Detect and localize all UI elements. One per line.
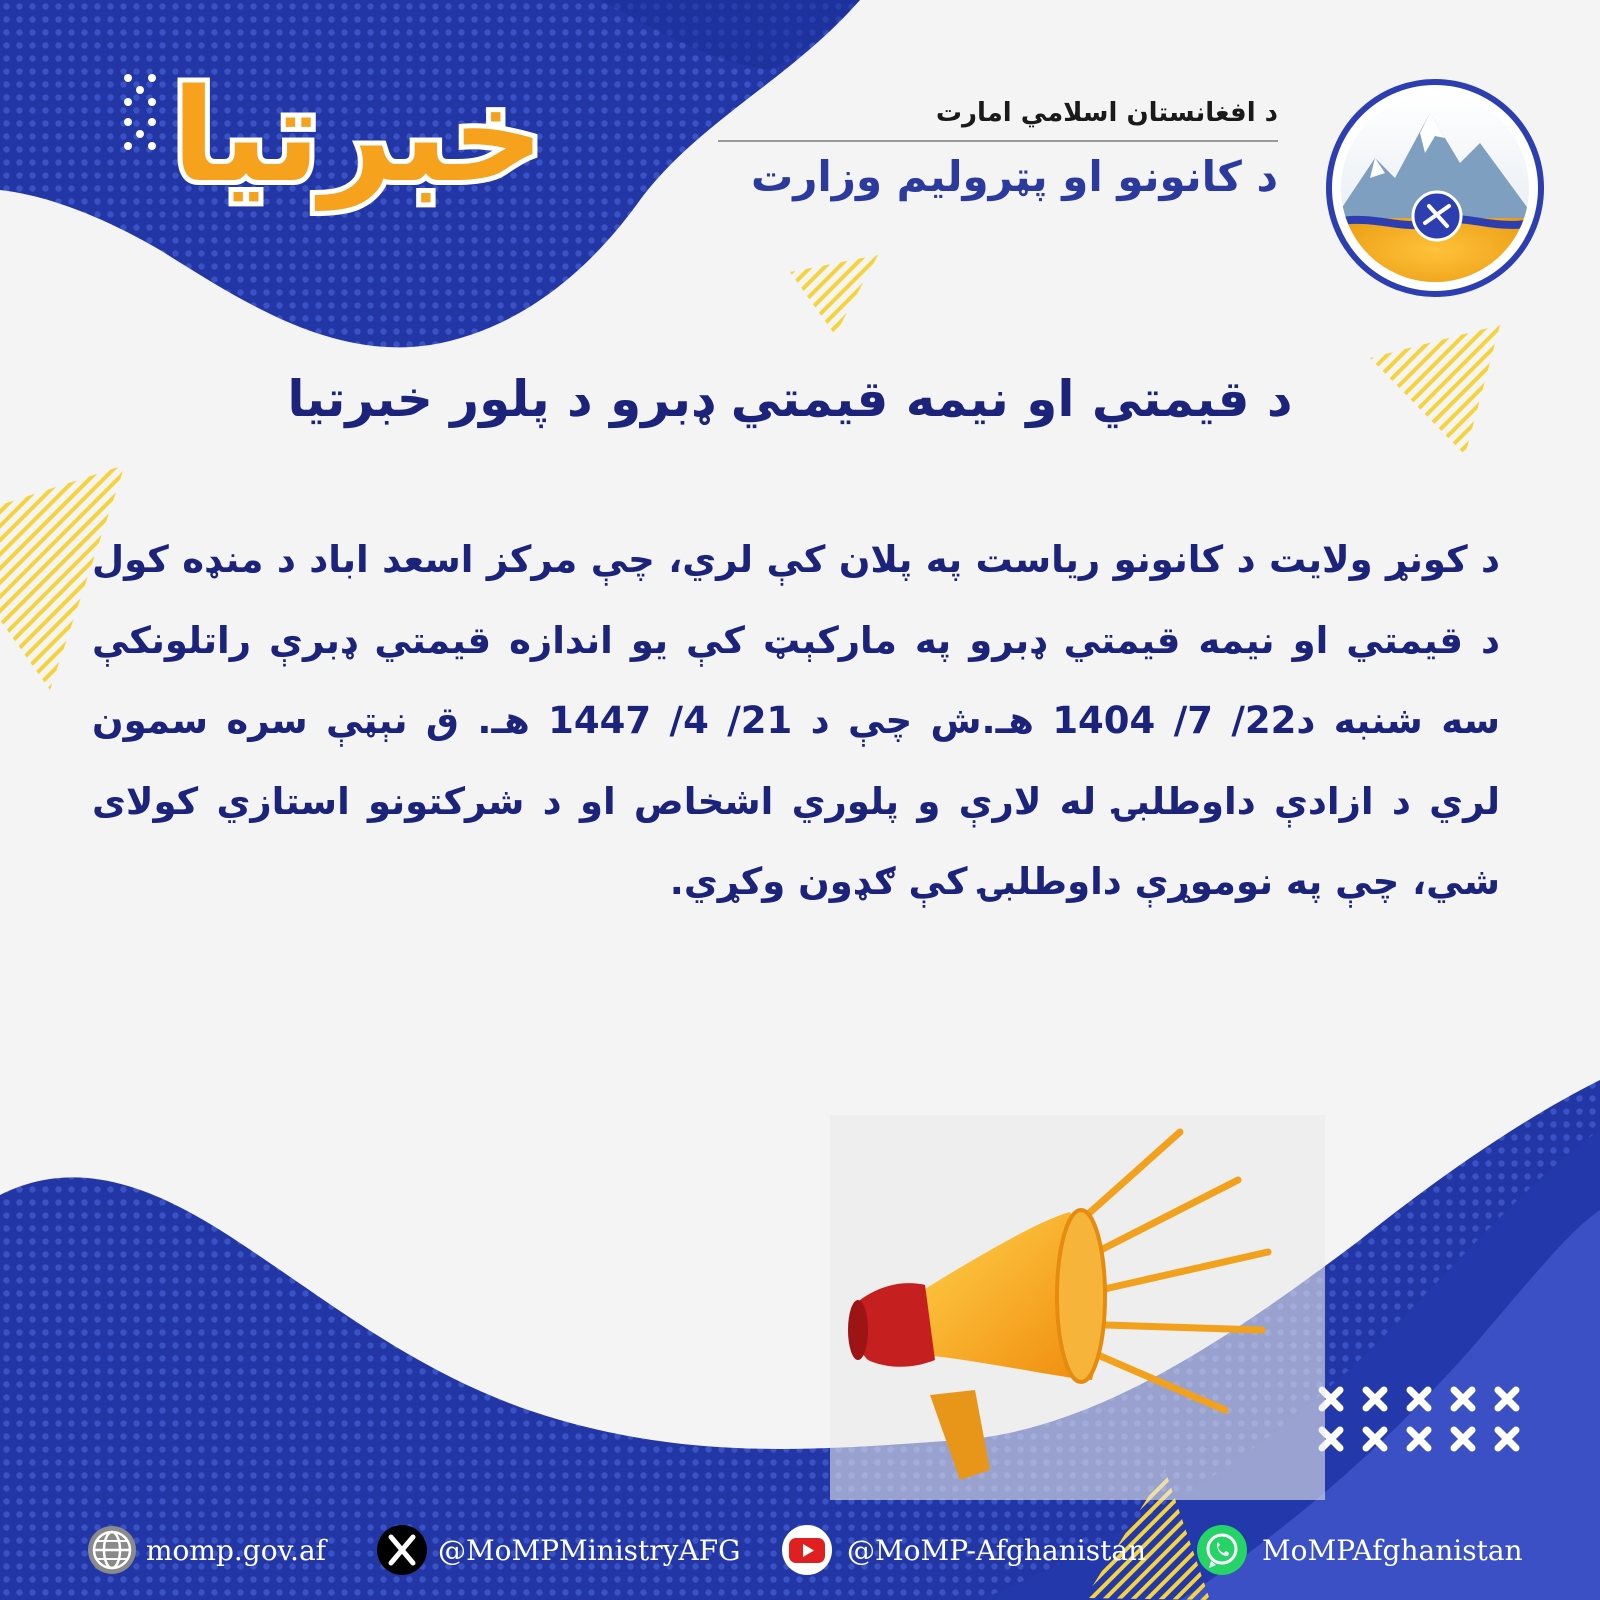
header [718, 98, 1278, 201]
x-link[interactable] [376, 1522, 741, 1578]
announcement-title: د قیمتي او نیمه قیمتي ډبرو د پلور خبرتیا [287, 370, 1293, 428]
ministry-logo [1325, 78, 1545, 298]
website-link[interactable] [86, 1522, 326, 1578]
x-handle-text: @MoMPMinistryAFG [438, 1533, 741, 1567]
whatsapp-icon [1196, 1524, 1248, 1576]
website-text: momp.gov.af [146, 1533, 327, 1567]
footer-links [86, 1522, 1566, 1578]
globe-icon [86, 1524, 138, 1576]
whatsapp-handle-text: MoMPAfghanistan [1262, 1533, 1523, 1567]
headline-tag-text: خبرتیا [171, 62, 545, 211]
youtube-handle-text: @MoMP-Afghanistan [847, 1533, 1147, 1567]
ministry-name: د کانونو او پټرولیم وزارت [750, 152, 1278, 201]
megaphone-icon [830, 1115, 1325, 1500]
youtube-icon [781, 1524, 833, 1576]
announcement-body: د کونړ ولایت د کانونو ریاست په پلان کې لري، چې مرکز اسعد اباد د منډه کول د قیمتي او نیمه قیمتي ډبرو په مارکېټ کې یو اندازه قیمتي ډبرې راتلونکې سه شنبه د22/ 7/ 1404 هـ.ش چې د 21/ 4/ 1447 هـ. ق نېټې سره سمون لري د ازادې داوطلبۍ له لارې و پلوري اشخاص او د شرکتونو استازي کولای شي، چې په نوموړې داوطلبۍ کې ګډون وکړي. [92, 538, 1501, 903]
x-logo-icon [376, 1524, 428, 1576]
headline-tag [108, 30, 608, 260]
emirate-name: د افغانستان اسلامي امارت [718, 98, 1278, 142]
youtube-link[interactable] [781, 1522, 1146, 1578]
whatsapp-link[interactable] [1196, 1522, 1523, 1578]
